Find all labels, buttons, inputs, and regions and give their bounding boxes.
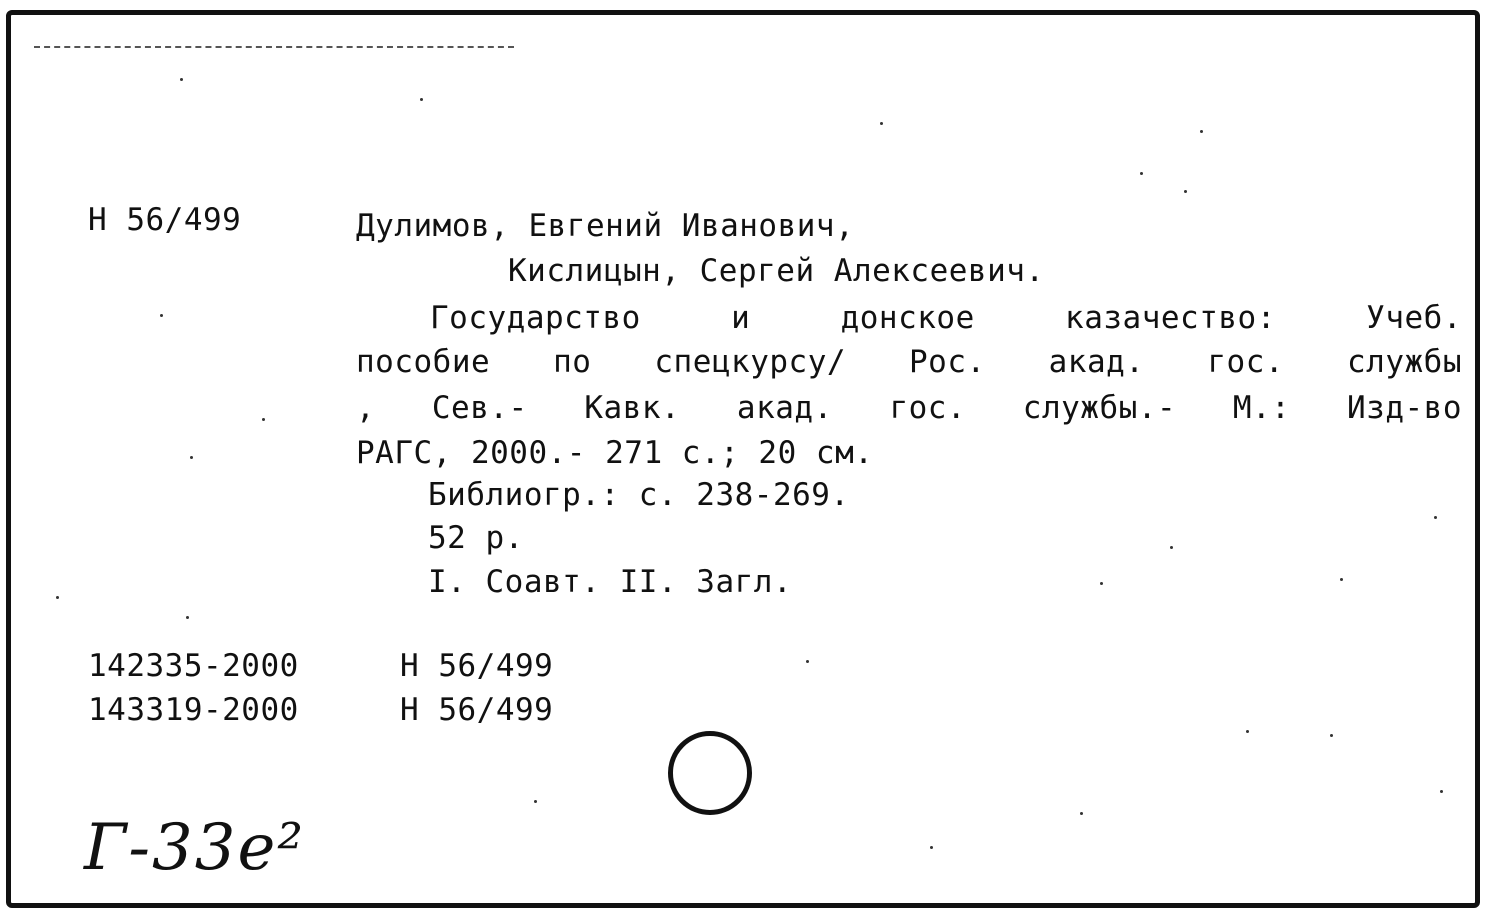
scan-speck — [1434, 516, 1437, 519]
scan-speck — [806, 660, 809, 663]
scan-speck — [262, 418, 265, 421]
author-line: Дулимов, Евгений Иванович, — [356, 208, 855, 244]
scan-speck — [1100, 582, 1103, 585]
scan-speck — [880, 122, 883, 125]
description-line-3: , Сев.- Кавк. акад. гос. службы.- М.: Изд-во — [356, 390, 1462, 426]
shelf-mark: Н 56/499 — [88, 202, 242, 238]
scan-speck — [1080, 812, 1083, 815]
scan-speck — [420, 98, 423, 101]
scan-speck — [1170, 546, 1173, 549]
scan-speck — [1200, 130, 1203, 133]
scan-speck — [1340, 578, 1343, 581]
punch-hole — [668, 731, 752, 815]
scan-speck — [534, 800, 537, 803]
price: 52 р. — [428, 520, 524, 556]
inventory-number-1: 142335-2000 — [88, 648, 299, 684]
scan-speck — [160, 314, 163, 317]
scan-speck — [930, 846, 933, 849]
scan-speck — [190, 456, 193, 459]
bibliography-note: Библиогр.: с. 238-269. — [428, 477, 850, 513]
tracings: I. Соавт. II. Загл. — [428, 564, 793, 600]
coauthor-line: Кислицын, Сергей Алексеевич. — [508, 253, 1045, 289]
inventory-shelf-mark-1: Н 56/499 — [400, 648, 554, 684]
inventory-number-2: 143319-2000 — [88, 692, 299, 728]
description-line-2: пособие по спецкурсу/ Рос. акад. гос. службы — [356, 344, 1462, 380]
scan-speck — [56, 596, 59, 599]
top-dashed-divider — [34, 46, 514, 48]
scan-speck — [1184, 190, 1187, 193]
scan-speck — [1330, 734, 1333, 737]
inventory-shelf-mark-2: Н 56/499 — [400, 692, 554, 728]
scan-speck — [1246, 730, 1249, 733]
description-line-4: РАГС, 2000.- 271 с.; 20 см. — [356, 435, 874, 471]
handwritten-note: Г-33е² — [84, 811, 305, 885]
scan-speck — [1440, 790, 1443, 793]
description-line-1: Государство и донское казачество: Учеб. — [430, 300, 1462, 336]
scan-speck — [186, 616, 189, 619]
scan-speck — [1140, 172, 1143, 175]
scan-speck — [180, 78, 183, 81]
